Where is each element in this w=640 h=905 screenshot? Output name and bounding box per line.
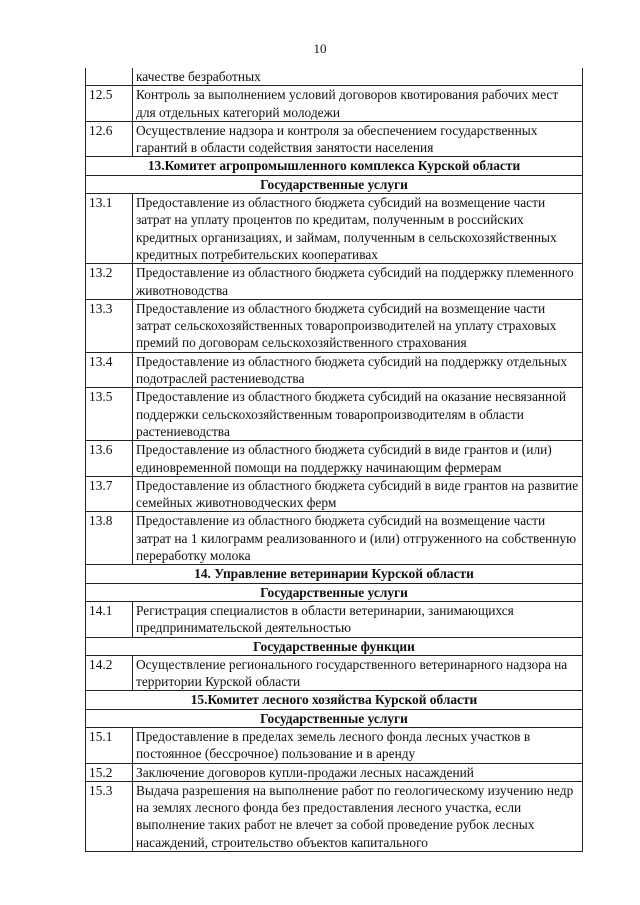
item-text: качестве безработных — [133, 68, 583, 86]
item-text: Осуществление регионального государственного ветеринарного надзора на территории Курской области — [133, 655, 583, 691]
table-row — [86, 121, 583, 157]
table-row — [86, 727, 583, 763]
section-heading-row — [86, 157, 583, 175]
table-row — [86, 763, 583, 781]
item-number: 13.3 — [86, 299, 133, 352]
item-text: Предоставление из областного бюджета субсидий на возмещение части затрат сельскохозяйственных товаропроизводителей на уплату страховых премий по договорам сельскохозяйственного страхования — [133, 299, 583, 352]
table-row — [86, 512, 583, 565]
table-row — [86, 655, 583, 691]
item-text: Контроль за выполнением условий договоров квотирования рабочих мест для отдельных категорий молодежи — [133, 86, 583, 122]
item-number: 15.1 — [86, 727, 133, 763]
table-row — [86, 264, 583, 300]
item-number: 13.4 — [86, 352, 133, 388]
item-number — [86, 68, 133, 86]
subsection-heading-row — [86, 175, 583, 193]
subsection-heading: Государственные услуги — [86, 175, 583, 193]
table-row — [86, 441, 583, 477]
item-text: Предоставление в пределах земель лесного фонда лесных участков в постоянное (бессрочное) пользование и в аренду — [133, 727, 583, 763]
services-table-body — [86, 68, 583, 852]
item-text: Предоставление из областного бюджета субсидий на поддержку племенного животноводства — [133, 264, 583, 300]
table-row — [86, 86, 583, 122]
subsection-heading-row — [86, 583, 583, 601]
services-table — [85, 68, 583, 852]
item-text: Предоставление из областного бюджета субсидий на оказание несвязанной поддержки сельскохозяйственным товаропроизводителям в области растениеводства — [133, 388, 583, 441]
subsection-heading: Государственные функции — [86, 637, 583, 655]
page-number: 10 — [313, 41, 327, 56]
item-number: 13.8 — [86, 512, 133, 565]
item-text: Выдача разрешения на выполнение работ по геологическому изучению недр на землях лесного фонда без предоставления лесного участка, если выполнение таких работ не влечет за собой проведение рубок лесных насаждений, строительство объектов капитального — [133, 781, 583, 851]
table-row — [86, 476, 583, 512]
table-row — [86, 388, 583, 441]
section-heading-row — [86, 691, 583, 709]
subsection-heading: Государственные услуги — [86, 583, 583, 601]
table-row — [86, 601, 583, 637]
item-text: Предоставление из областного бюджета субсидий в виде грантов и (или) единовременной помощи на поддержку начинающим фермерам — [133, 441, 583, 477]
item-number: 14.2 — [86, 655, 133, 691]
section-heading-row — [86, 565, 583, 583]
section-heading: 13.Комитет агропромышленного комплекса Курской области — [86, 157, 583, 175]
item-number: 13.6 — [86, 441, 133, 477]
item-text: Осуществление надзора и контроля за обеспечением государственных гарантий в области содействия занятости населения — [133, 121, 583, 157]
item-number: 12.5 — [86, 86, 133, 122]
item-text: Предоставление из областного бюджета субсидий на возмещение части затрат на уплату процентов по кредитам, полученным в российских кредитных организациях, и займам, полученным в сельскохозяйственных кредитных потребительских кооперативах — [133, 194, 583, 264]
table-row — [86, 194, 583, 264]
item-text: Предоставление из областного бюджета субсидий на возмещение части затрат на 1 килограмм реализованного и (или) отгруженного на собственную переработку молока — [133, 512, 583, 565]
item-number: 13.2 — [86, 264, 133, 300]
table-row — [86, 781, 583, 851]
item-number: 15.2 — [86, 763, 133, 781]
item-text: Предоставление из областного бюджета субсидий на поддержку отдельных подотраслей растениеводства — [133, 352, 583, 388]
item-text: Заключение договоров купли-продажи лесных насаждений — [133, 763, 583, 781]
item-number: 13.1 — [86, 194, 133, 264]
table-row — [86, 299, 583, 352]
item-number: 12.6 — [86, 121, 133, 157]
subsection-heading-row — [86, 637, 583, 655]
table-row — [86, 352, 583, 388]
section-heading: 14. Управление ветеринарии Курской области — [86, 565, 583, 583]
table-row — [86, 68, 583, 86]
item-number: 13.7 — [86, 476, 133, 512]
item-text: Регистрация специалистов в области ветеринарии, занимающихся предпринимательской деятельностью — [133, 601, 583, 637]
item-number: 14.1 — [86, 601, 133, 637]
subsection-heading: Государственные услуги — [86, 709, 583, 727]
item-text: Предоставление из областного бюджета субсидий в виде грантов на развитие семейных животноводческих ферм — [133, 476, 583, 512]
item-number: 13.5 — [86, 388, 133, 441]
section-heading: 15.Комитет лесного хозяйства Курской области — [86, 691, 583, 709]
item-number: 15.3 — [86, 781, 133, 851]
subsection-heading-row — [86, 709, 583, 727]
